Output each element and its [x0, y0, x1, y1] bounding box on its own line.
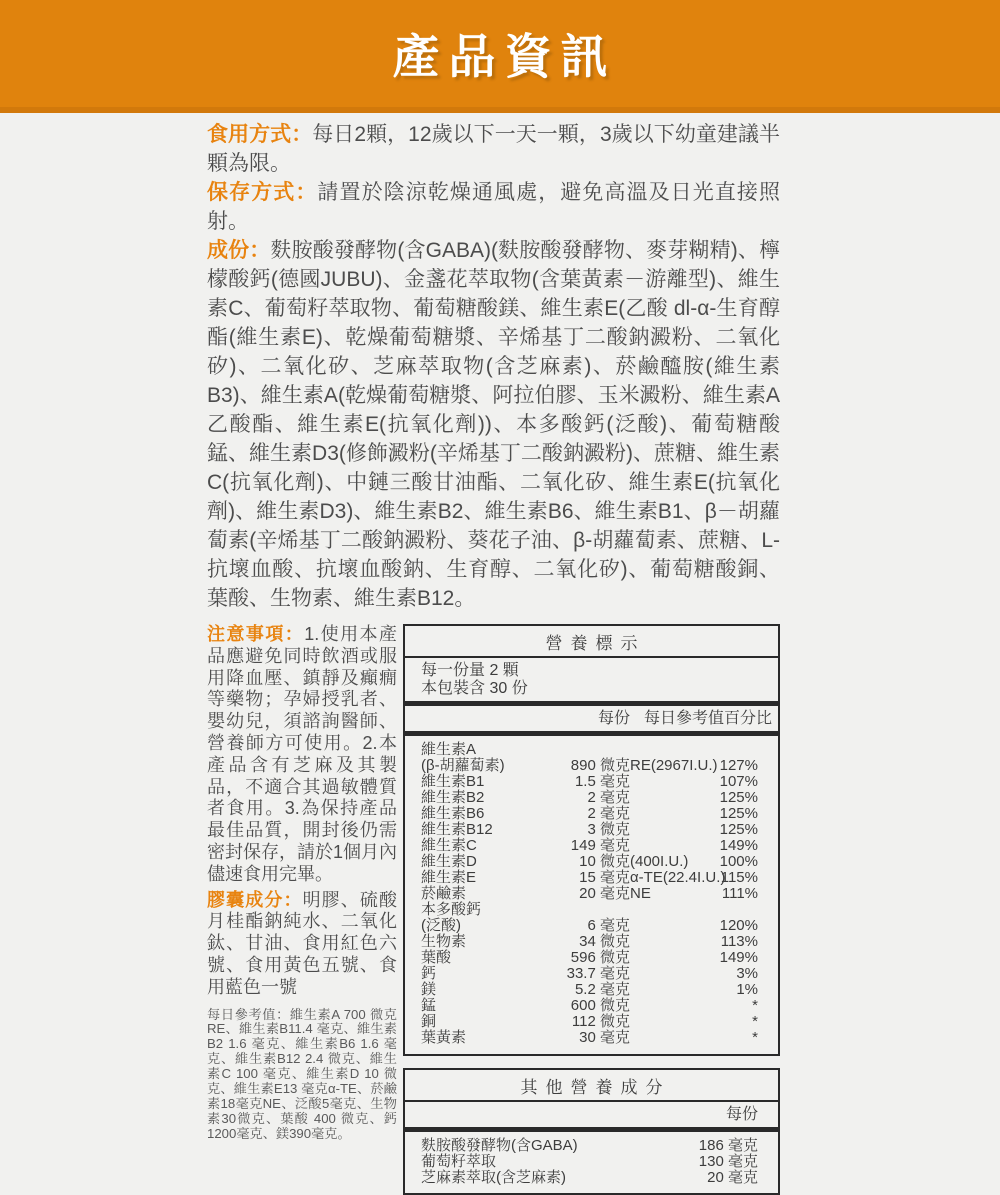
left-column — [207, 624, 397, 1195]
nutrient-amount: 34 微克 — [579, 933, 630, 950]
other-nutrient-row — [405, 1154, 778, 1170]
other-nutrient-row — [405, 1170, 778, 1186]
nutrient-name-line1: 維生素B2 — [421, 789, 485, 806]
other-rows — [405, 1132, 778, 1193]
nutrient-name — [405, 934, 545, 950]
nutrition-column-headers — [405, 706, 778, 736]
nutrient-name-line2: (泛酸) — [421, 917, 461, 934]
nutrient-name — [405, 870, 545, 886]
nutrient-daily-value: 111% — [721, 885, 758, 902]
ingredients-label: 成份： — [207, 239, 271, 262]
other-nutrient-name: 芝麻素萃取(含芝麻素) — [421, 1169, 566, 1186]
notes-label: 注意事項： — [207, 624, 305, 644]
other-table-title: 其他營養成分 — [405, 1070, 778, 1102]
nutrient-daily-value: 125% — [719, 805, 758, 822]
nutrient-name-line1: 維生素B6 — [421, 805, 485, 822]
nutrient-name-line1: 菸鹼素 — [421, 885, 467, 902]
ingredients-text: 麩胺酸發酵物(含GABA)(麩胺酸發酵物、麥芽糊精)、檸檬酸鈣(德國JUBU)、金盞花萃取物(含葉黃素－游離型)、維生素C、葡萄籽萃取物、葡萄糖酸鎂、維生素E(乙酸 dl-α-生育醇酯(維生素E)、乾燥葡萄糖漿、辛烯基丁二酸鈉澱粉、二氧化矽)、二氧化矽、芝麻萃取物(含芝麻素)、菸鹼醯胺(維生素B3)、維生素A(乾燥葡萄糖漿、阿拉伯膠、玉米澱粉、維生素A 乙酸酯、維生素E(抗氧化劑))、本多酸鈣(泛酸)、葡萄糖酸錳、維生素D3(修飾澱粉(辛烯基丁二酸鈉澱粉)、蔗糖、維生素C(抗氧化劑)、中鏈三酸甘油酯、二氧化矽、維生素E(抗氧化劑)、維生素D3)、維生素B2、維生素B6、維生素B1、β－胡蘿蔔素(辛烯基丁二酸鈉澱粉、葵花子油、β-胡蘿蔔素、蔗糖、L-抗壞血酸、抗壞血酸鈉、生育醇、二氧化矽)、葡萄糖酸銅、葉酸、生物素、維生素B12。 — [207, 239, 781, 610]
nutrient-daily-value: 127% — [719, 757, 758, 774]
nutrient-amount: 10 微克(400I.U.) — [579, 853, 689, 870]
nutrient-name — [405, 1014, 545, 1030]
nutrient-name-line1: 銅 — [421, 1013, 437, 1030]
nutrient-daily-value: * — [752, 1029, 758, 1046]
nutrient-amount: 1.5 毫克 — [574, 773, 630, 790]
nutrient-daily-value: 3% — [736, 965, 758, 982]
nutrition-rows — [405, 736, 778, 1054]
notes-paragraph — [207, 624, 397, 886]
nutrient-amount: 890 微克RE(2967I.U.) — [570, 757, 718, 774]
nutrient-amount: 5.2 毫克 — [574, 981, 630, 998]
page-title: 產品資訊 — [392, 30, 617, 83]
nutrient-name — [405, 790, 545, 806]
nutrient-amount: 33.7 毫克 — [566, 965, 630, 982]
nutrient-row — [405, 822, 778, 838]
nutrient-daily-value: 125% — [719, 821, 758, 838]
nutrition-facts-table — [403, 624, 780, 1056]
nutrient-row — [405, 838, 778, 854]
nutrient-name — [405, 950, 545, 966]
nutrient-row — [405, 982, 778, 998]
daily-reference-note: 每日參考值：維生素A 700 微克RE、維生素B11.4 毫克、維生素B2 1.6 毫克、維生素B6 1.6 毫克、維生素B12 2.4 微克、維生素C 100 毫克、維生素D 10 微克、維生素E13 毫克α-TE、菸鹼素18毫克NE、泛酸5毫克、生物素30微克、葉酸 400 微克、鈣1200毫克、鎂390毫克。 — [207, 1006, 397, 1141]
nutrient-name — [405, 1030, 545, 1046]
nutrient-amount: 600 微克 — [570, 997, 630, 1014]
nutrient-name-line1: 維生素C — [421, 837, 477, 854]
nutrition-table-title: 營養標示 — [405, 626, 778, 658]
serving-size: 每一份量 2 顆 — [421, 662, 519, 679]
nutrient-name-line2: (β-胡蘿蔔素) — [421, 757, 505, 774]
nutrient-daily-value: 149% — [719, 949, 758, 966]
nutrient-name-line1: 葉酸 — [421, 949, 452, 966]
nutrient-row — [405, 854, 778, 870]
nutrient-daily-value: 125% — [719, 789, 758, 806]
usage-paragraph — [207, 120, 780, 178]
nutrient-amount: 112 微克 — [571, 1013, 630, 1030]
nutrient-amount: 596 微克 — [570, 949, 630, 966]
other-per-serving-header: 每份 — [405, 1102, 778, 1132]
content-area — [207, 120, 780, 1195]
nutrient-name — [405, 774, 545, 790]
capsule-paragraph — [207, 890, 397, 999]
nutrient-row — [405, 950, 778, 966]
nutrient-name — [405, 998, 545, 1014]
nutrient-name-line1: 維生素D — [421, 853, 477, 870]
nutrient-row — [405, 966, 778, 982]
serving-info — [405, 658, 778, 706]
nutrient-daily-value: * — [752, 997, 758, 1014]
storage-paragraph — [207, 178, 780, 236]
servings-per-package: 本包裝含 30 份 — [421, 679, 528, 697]
nutrient-name — [405, 806, 545, 822]
nutrient-name-line1: 維生素E — [421, 869, 477, 886]
nutrient-name-line1: 錳 — [421, 997, 437, 1014]
header-band — [0, 0, 1000, 113]
capsule-label: 膠囊成分： — [207, 889, 303, 910]
daily-value-column-header: 每日參考值百分比 — [643, 710, 772, 727]
nutrient-daily-value: 149% — [719, 837, 758, 854]
nutrient-name — [405, 902, 545, 934]
nutrient-daily-value: 1% — [736, 981, 758, 998]
nutrient-row — [405, 870, 778, 886]
nutrient-row — [405, 790, 778, 806]
nutrient-amount: 15 毫克α-TE(22.4I.U.) — [579, 869, 726, 886]
per-serving-column-header: 每份 — [597, 710, 630, 727]
nutrient-row — [405, 934, 778, 950]
nutrient-name-line1: 維生素B1 — [421, 773, 485, 790]
nutrient-row — [405, 774, 778, 790]
other-nutrient-name: 麩胺酸發酵物(含GABA) — [421, 1137, 578, 1154]
nutrient-amount: 3 微克 — [587, 821, 630, 838]
nutrient-row — [405, 1014, 778, 1030]
ingredients-paragraph — [207, 236, 780, 613]
nutrient-amount: 6 毫克 — [587, 917, 630, 934]
nutrient-amount: 2 毫克 — [587, 789, 630, 806]
usage-text: 每日2顆，12歲以下一天一顆，3歲以下幼童建議半顆為限。 — [207, 123, 781, 175]
nutrient-name-line1: 維生素B12 — [421, 821, 493, 838]
nutrient-daily-value: * — [752, 1013, 758, 1030]
nutrient-row — [405, 1030, 778, 1046]
nutrient-name-line1: 生物素 — [421, 933, 467, 950]
nutrient-name-line1: 本多酸鈣 — [421, 901, 482, 918]
usage-label: 食用方式： — [207, 123, 313, 146]
nutrient-row — [405, 886, 778, 902]
nutrient-row — [405, 902, 778, 934]
nutrient-daily-value: 120% — [719, 917, 758, 934]
other-nutrient-name: 葡萄籽萃取 — [421, 1153, 497, 1170]
nutrient-row — [405, 806, 778, 822]
nutrient-name-line1: 維生素A — [421, 741, 477, 758]
two-column-section — [207, 624, 780, 1195]
nutrient-row — [405, 742, 778, 774]
nutrient-name — [405, 982, 545, 998]
nutrient-amount: 20 毫克NE — [579, 885, 651, 902]
other-nutrient-row — [405, 1138, 778, 1154]
nutrient-daily-value: 100% — [719, 853, 758, 870]
nutrient-daily-value: 115% — [720, 869, 758, 886]
nutrient-amount: 2 毫克 — [587, 805, 630, 822]
nutrient-name — [405, 838, 545, 854]
notes-text: 1.使用本產品應避免同時飲酒或服用降血壓、鎮靜及癲癇等藥物；孕婦授乳者、嬰幼兒，須諮詢醫師、營養師方可使用。2.本產品含有芝麻及其製品，不適合其過敏體質者食用。3.為保持產品最佳品質，開封後仍需密封保存，請於1個月內儘速食用完畢。 — [207, 624, 398, 884]
nutrient-name-line1: 葉黃素 — [421, 1029, 467, 1046]
capsule-text: 明膠、硫酸月桂酯鈉純水、二氧化鈦、甘油、食用紅色六號、食用黃色五號、食用藍色一號 — [207, 889, 398, 997]
nutrient-row — [405, 998, 778, 1014]
nutrient-name — [405, 854, 545, 870]
nutrient-amount: 30 毫克 — [579, 1029, 630, 1046]
nutrient-name — [405, 822, 545, 838]
other-nutrient-amount: 130 毫克 — [698, 1153, 758, 1170]
nutrient-daily-value: 107% — [719, 773, 758, 790]
storage-text: 請置於陰涼乾燥通風處，避免高溫及日光直接照射。 — [207, 181, 781, 233]
nutrient-daily-value: 113% — [720, 933, 758, 950]
nutrient-name-line1: 鈣 — [421, 965, 437, 982]
nutrient-name-line1: 鎂 — [421, 981, 437, 998]
storage-label: 保存方式： — [207, 181, 318, 204]
nutrient-name — [405, 966, 545, 982]
nutrient-name — [405, 742, 545, 774]
other-nutrients-table — [403, 1068, 780, 1195]
nutrient-name — [405, 886, 545, 902]
nutrient-amount: 149 毫克 — [570, 837, 630, 854]
other-nutrient-amount: 20 毫克 — [707, 1169, 758, 1186]
right-column — [403, 624, 780, 1195]
other-nutrient-amount: 186 毫克 — [698, 1137, 758, 1154]
